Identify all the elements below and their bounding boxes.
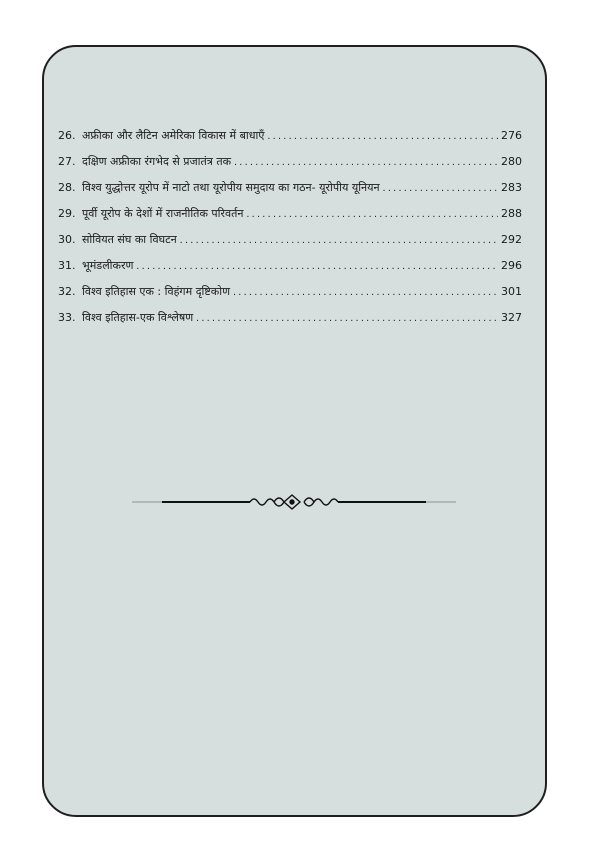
toc-entry[interactable]: [58, 284, 522, 310]
toc-entry[interactable]: [58, 232, 522, 258]
dot-leader: [195, 314, 498, 323]
dot-leader: [266, 132, 498, 141]
toc-entry[interactable]: [58, 154, 522, 180]
toc-entry-title: पूर्वी यूरोप के देशों में राजनीतिक परिवर्तन: [82, 207, 244, 220]
toc-entry[interactable]: [58, 128, 522, 154]
toc-entry-title: दक्षिण अफ्रीका रंगभेद से प्रजातंत्र तक: [82, 155, 232, 168]
toc-entry-title: भूमंडलीकरण: [82, 259, 134, 272]
dot-leader: [233, 158, 498, 167]
toc-entry[interactable]: [58, 258, 522, 284]
toc-entry-number: 29.: [58, 207, 76, 220]
toc-entry[interactable]: [58, 206, 522, 232]
toc-entry-title: विश्व इतिहास एक : विहंगम दृष्टिकोण: [82, 285, 231, 298]
ornamental-divider-icon: [132, 490, 456, 514]
toc-entry-title: विश्व इतिहास-एक विश्लेषण: [82, 311, 194, 324]
toc-entry-number: 30.: [58, 233, 76, 246]
toc-entry-page: 292: [501, 233, 522, 246]
toc-entry-page: 296: [501, 259, 522, 272]
toc-entry-page: 301: [501, 285, 522, 298]
toc-entry[interactable]: [58, 310, 522, 336]
scroll-left-1: [250, 499, 274, 505]
toc-entry[interactable]: [58, 180, 522, 206]
toc-entry-title: अफ्रीका और लैटिन अमेरिका विकास में बाधाएँ: [82, 129, 265, 142]
center-dot: [290, 500, 294, 504]
toc-entry-page: 288: [501, 207, 522, 220]
toc-entry-number: 26.: [58, 129, 76, 142]
toc-entry-number: 33.: [58, 311, 76, 324]
dot-leader: [179, 236, 498, 245]
toc-entry-title: सोवियत संघ का विघटन: [82, 233, 177, 246]
scroll-left-2: [274, 498, 284, 506]
toc-entry-page: 280: [501, 155, 522, 168]
dot-leader: [245, 210, 498, 219]
toc-entry-page: 283: [501, 181, 522, 194]
toc-entry-number: 31.: [58, 259, 76, 272]
scroll-ornament: [250, 495, 338, 509]
dot-leader: [135, 262, 498, 271]
dot-leader: [232, 288, 498, 297]
dot-leader: [382, 184, 498, 193]
scroll-right-2: [304, 498, 314, 506]
toc-entry-page: 327: [501, 311, 522, 324]
table-of-contents: [58, 128, 522, 336]
toc-entry-title: विश्व युद्धोत्तर यूरोप में नाटो तथा यूरोपीय समुदाय का गठन- यूरोपीय यूनियन: [82, 181, 380, 194]
scroll-right-1: [314, 499, 338, 505]
toc-entry-page: 276: [501, 129, 522, 142]
toc-entry-number: 28.: [58, 181, 76, 194]
toc-entry-number: 32.: [58, 285, 76, 298]
toc-entry-number: 27.: [58, 155, 76, 168]
